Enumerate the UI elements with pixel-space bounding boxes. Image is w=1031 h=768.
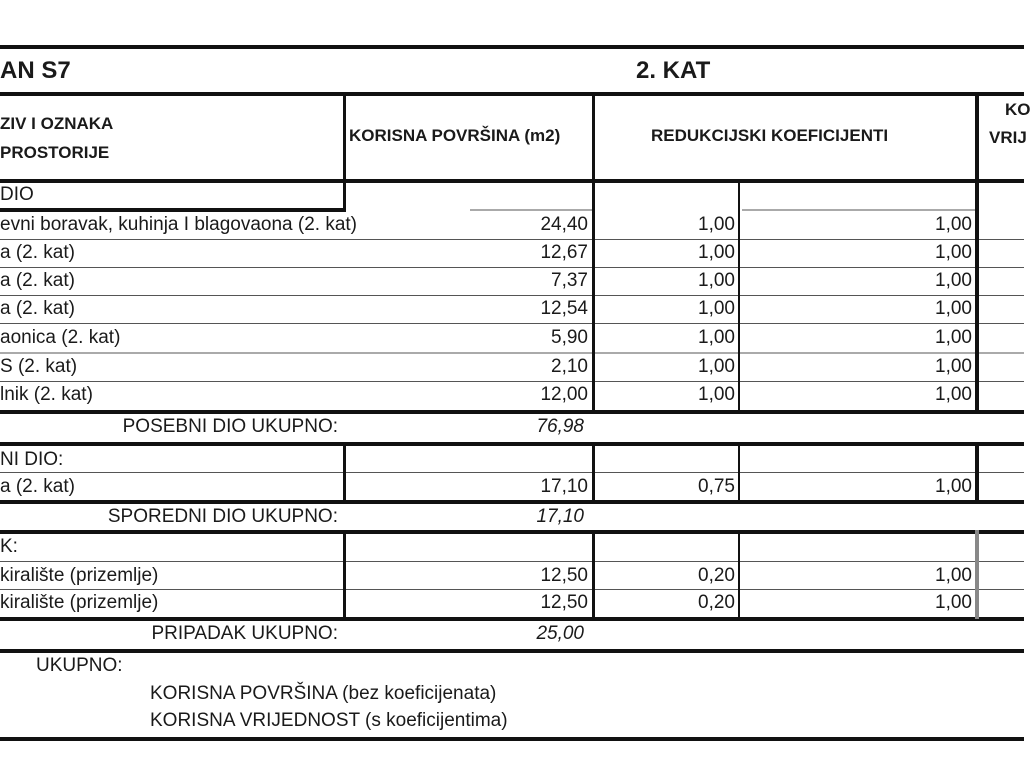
row-divider [0, 589, 1024, 590]
section-total-label: POSEBNI DIO UKUPNO: [122, 416, 338, 437]
column-divider [592, 92, 595, 412]
table-bottom-border [0, 737, 1024, 741]
row-coef1: 1,00 [698, 298, 735, 319]
column-divider [592, 530, 595, 619]
row-coef1: 1,00 [698, 327, 735, 348]
row-coef1: 1,00 [698, 242, 735, 263]
row-area: 12,50 [540, 565, 588, 586]
row-area: 12,54 [540, 298, 588, 319]
section-title: K: [0, 536, 18, 557]
summary-border [0, 649, 1024, 653]
row-area: 12,50 [540, 592, 588, 613]
row-name: aonica (2. kat) [0, 327, 121, 348]
row-coef2: 1,00 [935, 298, 972, 319]
header-area: KORISNA POVRŠINA (m2) [349, 126, 561, 145]
column-divider [738, 442, 740, 502]
column-divider [738, 181, 740, 412]
row-coef2: 1,00 [935, 384, 972, 405]
floor-title: 2. KAT [636, 57, 711, 84]
row-divider [0, 267, 1024, 268]
row-area: 7,37 [551, 270, 588, 291]
row-name: a (2. kat) [0, 242, 75, 263]
row-divider [0, 381, 1024, 382]
row-coef1: 0,20 [698, 565, 735, 586]
row-coef2: 1,00 [935, 270, 972, 291]
summary-area-without-coef: KORISNA POVRŠINA (bez koeficijenata) [150, 683, 497, 704]
section-total-label: PRIPADAK UKUPNO: [151, 623, 338, 644]
summary-label: UKUPNO: [36, 655, 123, 676]
header-value-line2: VRIJ [989, 128, 1027, 147]
column-divider [975, 92, 979, 412]
divider [742, 209, 976, 211]
row-name: kiralište (prizemlje) [0, 592, 159, 613]
row-coef1: 1,00 [698, 214, 735, 235]
row-area: 2,10 [551, 356, 588, 377]
row-area: 17,10 [540, 476, 588, 497]
section-total-value: 76,98 [536, 416, 584, 437]
row-divider [0, 561, 1024, 562]
column-divider [343, 92, 346, 210]
column-divider [343, 530, 346, 619]
column-divider [738, 530, 740, 619]
header-value-line1: KO [1005, 100, 1031, 119]
column-divider [975, 442, 979, 502]
header-name-line1: ZIV I OZNAKA [0, 114, 114, 133]
section-border [0, 442, 1024, 446]
row-name: evni boravak, kuhinja I blagovaona (2. kat) [0, 214, 357, 235]
row-coef1: 1,00 [698, 356, 735, 377]
section-title: NI DIO: [0, 449, 64, 470]
divider [470, 209, 592, 211]
row-name: lnik (2. kat) [0, 384, 93, 405]
section-total-value: 25,00 [536, 623, 584, 644]
row-name: kiralište (prizemlje) [0, 565, 159, 586]
row-coef2: 1,00 [935, 592, 972, 613]
row-divider [0, 295, 1024, 296]
row-coef2: 1,00 [935, 356, 972, 377]
row-coef2: 1,00 [935, 242, 972, 263]
row-coef2: 1,00 [935, 476, 972, 497]
column-divider [343, 442, 346, 502]
column-divider [975, 530, 979, 619]
title-row-border [0, 92, 1024, 96]
row-coef1: 1,00 [698, 270, 735, 291]
header-row-border [0, 179, 1024, 183]
row-coef1: 0,20 [698, 592, 735, 613]
section-total-border [0, 617, 1024, 621]
row-name: S (2. kat) [0, 356, 78, 377]
section-border [0, 530, 1024, 534]
header-name-line2: PROSTORIJE [0, 143, 110, 162]
row-divider [0, 239, 1024, 240]
header-coefficients: REDUKCIJSKI KOEFICIJENTI [651, 126, 889, 145]
unit-title: AN S7 [0, 57, 71, 84]
section-total-border [0, 500, 1024, 504]
row-coef1: 1,00 [698, 384, 735, 405]
row-area: 24,40 [540, 214, 588, 235]
table-top-border [0, 45, 1024, 49]
row-area: 12,00 [540, 384, 588, 405]
row-coef2: 1,00 [935, 214, 972, 235]
column-divider [592, 442, 595, 502]
row-name: a (2. kat) [0, 298, 75, 319]
row-coef2: 1,00 [935, 327, 972, 348]
row-area: 12,67 [540, 242, 588, 263]
section-title: DIO [0, 184, 34, 205]
section-title-border [0, 208, 346, 212]
row-name: a (2. kat) [0, 476, 75, 497]
section-total-border [0, 410, 1024, 414]
row-coef1: 0,75 [698, 476, 735, 497]
row-coef2: 1,00 [935, 565, 972, 586]
row-divider [0, 352, 1024, 354]
summary-value-with-coef: KORISNA VRIJEDNOST (s koeficijentima) [150, 710, 508, 731]
section-total-label: SPOREDNI DIO UKUPNO: [107, 506, 338, 527]
row-divider [0, 472, 1024, 473]
row-divider [0, 323, 1024, 324]
row-area: 5,90 [551, 327, 588, 348]
row-name: a (2. kat) [0, 270, 75, 291]
section-total-value: 17,10 [536, 506, 584, 527]
